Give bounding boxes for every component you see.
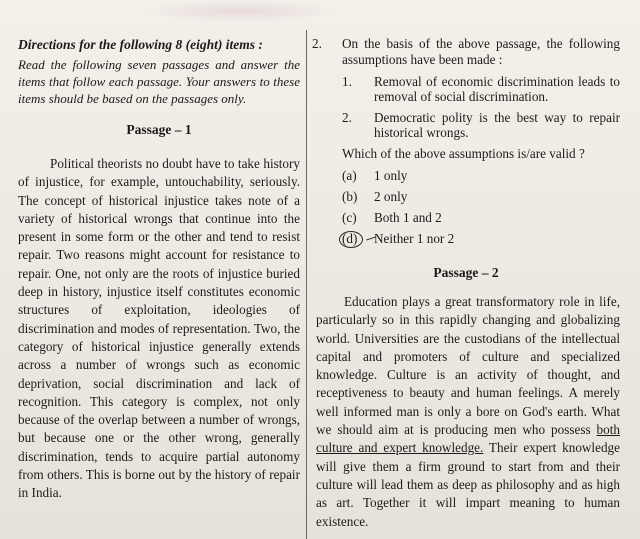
page-shadow	[140, 0, 340, 22]
assumption-item	[342, 110, 620, 140]
option-letter: (c)	[342, 210, 357, 225]
option-text: 2 only	[374, 189, 408, 204]
passage-2-text-part-1: Education plays a great transformatory role in life, particularly so in this rapidly changing and globalizing world. Universities are the custodians of the intellectual capital and promoters of culture and specialized knowledge. Culture is an activity of thought, and receptiveness to beauty and human feelings. A merely well informed man is only a bore on God's earth. What we should aim at is producing men who possess	[316, 294, 620, 438]
option-text: Both 1 and 2	[374, 210, 442, 225]
which-valid-question: Which of the above assumptions is/are valid ?	[342, 146, 585, 161]
passage-1-heading: Passage – 1	[126, 122, 192, 137]
passage-2-text-part-2: Their expert knowledge will give them a firm ground to start from and their culture will lead them as deep as philosophy and as high as art. Together it will impart meaning to human existence.	[316, 440, 620, 529]
left-column	[18, 36, 300, 503]
question-number: 2.	[312, 36, 322, 51]
answer-options	[342, 166, 620, 250]
assumption-number: 2.	[342, 110, 352, 125]
option-letter: (d)	[342, 229, 374, 250]
option-text: 1 only	[374, 168, 408, 183]
passage-2-underlined-phrase: both culture and expert knowledge.	[316, 422, 620, 456]
option-letter: (b)	[342, 189, 358, 204]
option-letter: (a)	[342, 168, 357, 183]
question-2	[312, 36, 620, 68]
option-c[interactable]	[342, 208, 620, 229]
directions-title: Directions for the following 8 (eight) items :	[18, 37, 263, 52]
directions-body: Read the following seven passages and answer the items that follow each passage. Your answers to these items should be based on the passages only.	[18, 57, 300, 106]
assumption-item	[342, 74, 620, 104]
passage-2-heading: Passage – 2	[433, 265, 499, 280]
assumption-text: Democratic polity is the best way to repair historical wrongs.	[374, 110, 620, 140]
assumption-number: 1.	[342, 74, 352, 89]
passage-2-text	[316, 293, 620, 531]
option-text: Neither 1 nor 2	[374, 231, 455, 246]
column-divider	[306, 30, 307, 539]
option-b[interactable]	[342, 187, 620, 208]
assumption-list	[342, 74, 620, 140]
option-d[interactable]	[342, 229, 620, 250]
question-text: On the basis of the above passage, the following assumptions have been made :	[342, 36, 620, 67]
passage-1-text: Political theorists no doubt have to take history of injustice, for example, untouchability, seriously. The concept of historical injustice takes note of a variety of historical wrongs that continue into the present in some form or the other and tend to resist repair. Two reasons might account for resistance to repair. One, not only are the roots of injustice buried deep in history, injustice itself constitutes economic structures of exploitation, ideologies of discrimination and modes of representation. Two, the category of historical injustice generally extends across a number of wrongs such as economic deprivation, social discrimination and lack of recognition. This category is complex, not only because of the overlap between a number of wrongs, but because one or the other wrong, generally discrimination, tends to acquire partial autonomy from others. This is borne out by the history of repair in India.	[18, 156, 300, 501]
assumption-text: Removal of economic discrimination leads to removal of social discrimination.	[374, 74, 620, 104]
option-a[interactable]	[342, 166, 620, 187]
right-column	[312, 36, 620, 531]
